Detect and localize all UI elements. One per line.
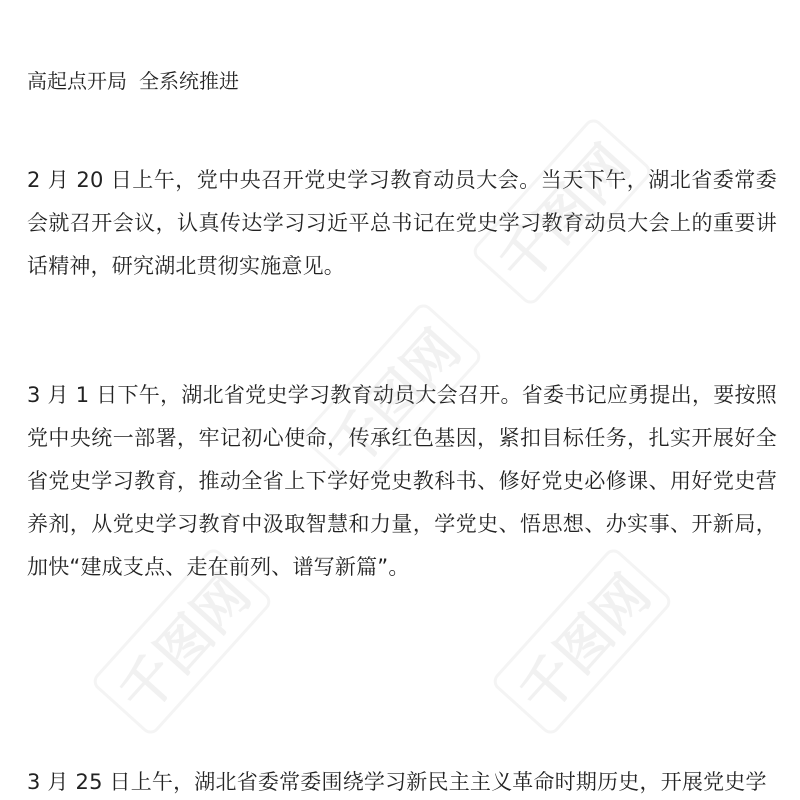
section-heading-part-2: 全系统推进 bbox=[139, 69, 239, 93]
watermark: 千图网 bbox=[490, 545, 675, 737]
section-heading-part-1: 高起点开局 bbox=[27, 69, 127, 93]
section-heading bbox=[27, 61, 239, 101]
paragraph-mar-1: 3 月 1 日下午，湖北省党史学习教育动员大会召开。省委书记应勇提出，要按照党中央统一部署，牢记初心使命，传承红色基因，紧扣目标任务，扎实开展好全省党史学习教育，推动全省上下学好党史教科书、修好党史必修课、用好党史营养剂，从党史学习教育中汲取智慧和力量，学党史、悟思想、办实事、开新局，加快“建成支点、走在前列、谱写新篇”。 bbox=[27, 383, 777, 579]
watermark: 千图网 bbox=[300, 300, 485, 492]
paragraph-mar-25: 3 月 25 日上午，湖北省委常委围绕学习新民主主义革命时期历史，开展党史学 bbox=[27, 770, 767, 794]
watermark: 千图网 bbox=[90, 545, 275, 737]
watermark: 千图网 bbox=[470, 115, 655, 307]
paragraph-feb-20: 2 月 20 日上午，党中央召开党史学习教育动员大会。当天下午，湖北省委常委会就召开会议，认真传达学习习近平总书记在党史学习教育动员大会上的重要讲话精神，研究湖北贯彻实施意见。 bbox=[27, 168, 777, 278]
